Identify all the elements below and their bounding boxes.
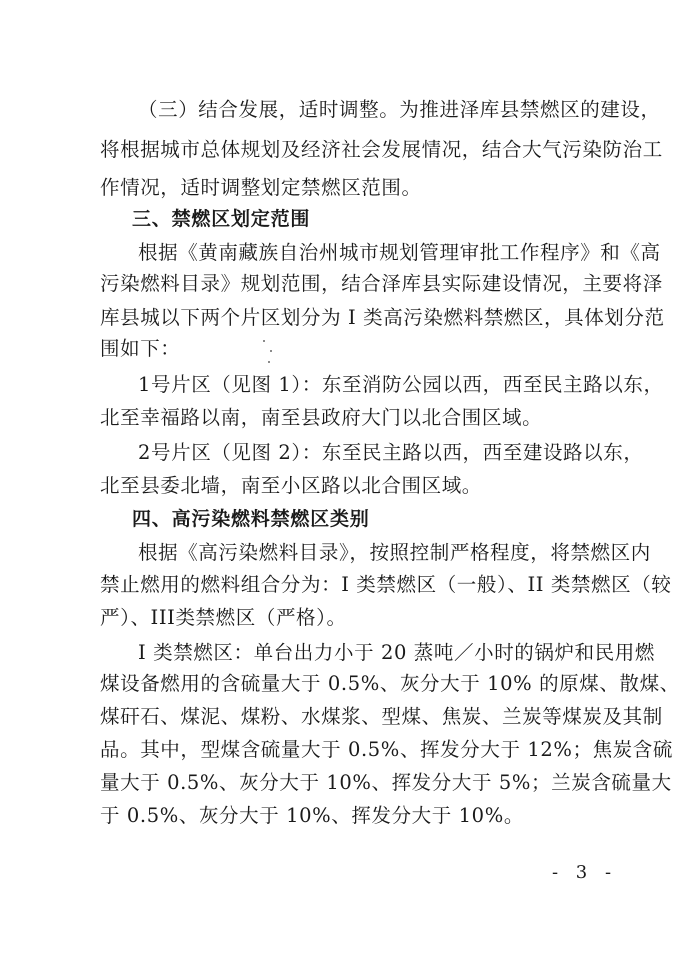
- paragraph-line: 煤矸石、煤泥、煤粉、水煤浆、型煤、焦炭、兰炭等煤炭及其制: [100, 705, 663, 728]
- scan-speck: [263, 340, 265, 342]
- paragraph-line: 禁止燃用的燃料组合分为：I 类禁燃区（一般）、II 类禁燃区（较: [100, 573, 672, 596]
- paragraph-line: 将根据城市总体规划及经济社会发展情况，结合大气污染防治工: [100, 138, 663, 161]
- paragraph-line: 北至县委北墙，南至小区路以北合围区域。: [100, 474, 482, 497]
- paragraph-line: （三）结合发展，适时调整。为推进泽库县禁燃区的建设，: [138, 98, 661, 121]
- scan-speck: [270, 350, 272, 352]
- paragraph-line: 量大于 0.5%、灰分大于 10%、挥发分大于 5%；兰炭含硫量大: [100, 771, 672, 794]
- paragraph-line: 库县城以下两个片区划分为 I 类高污染燃料禁燃区，具体划分范: [100, 306, 665, 329]
- paragraph-line: 1号片区（见图 1）：东至消防公园以西，西至民主路以东，: [138, 373, 664, 396]
- paragraph-line: 根据《高污染燃料目录》，按照控制严格程度，将禁燃区内: [138, 541, 651, 564]
- scan-speck: [268, 361, 270, 363]
- paragraph-line: 污染燃料目录》规划范围，结合泽库县实际建设情况，主要将泽: [100, 272, 663, 295]
- paragraph-line: 于 0.5%、灰分大于 10%、挥发分大于 10%。: [100, 804, 524, 827]
- paragraph-line: 根据《黄南藏族自治州城市规划管理审批工作程序》和《高: [138, 241, 661, 264]
- paragraph-line: 2号片区（见图 2）：东至民主路以西，西至建设路以东，: [138, 441, 644, 464]
- section-heading: 三、禁燃区划定范围: [132, 208, 311, 230]
- paragraph-line: 严）、III类禁燃区（严格）。: [100, 606, 347, 629]
- paragraph-line: 作情况，适时调整划定禁燃区范围。: [100, 176, 422, 199]
- section-heading: 四、高污染燃料禁燃区类别: [132, 508, 370, 530]
- paragraph-line: I 类禁燃区：单台出力小于 20 蒸吨／小时的锅炉和民用燃: [138, 641, 656, 664]
- paragraph-line: 北至幸福路以南，南至县政府大门以北合围区域。: [100, 406, 543, 429]
- paragraph-line: 围如下：: [100, 337, 181, 360]
- paragraph-line: 煤设备燃用的含硫量大于 0.5%、灰分大于 10% 的原煤、散煤、: [100, 672, 680, 695]
- page-number: - 3 -: [552, 862, 618, 883]
- paragraph-line: 品。其中，型煤含硫量大于 0.5%、挥发分大于 12%；焦炭含硫: [100, 738, 673, 761]
